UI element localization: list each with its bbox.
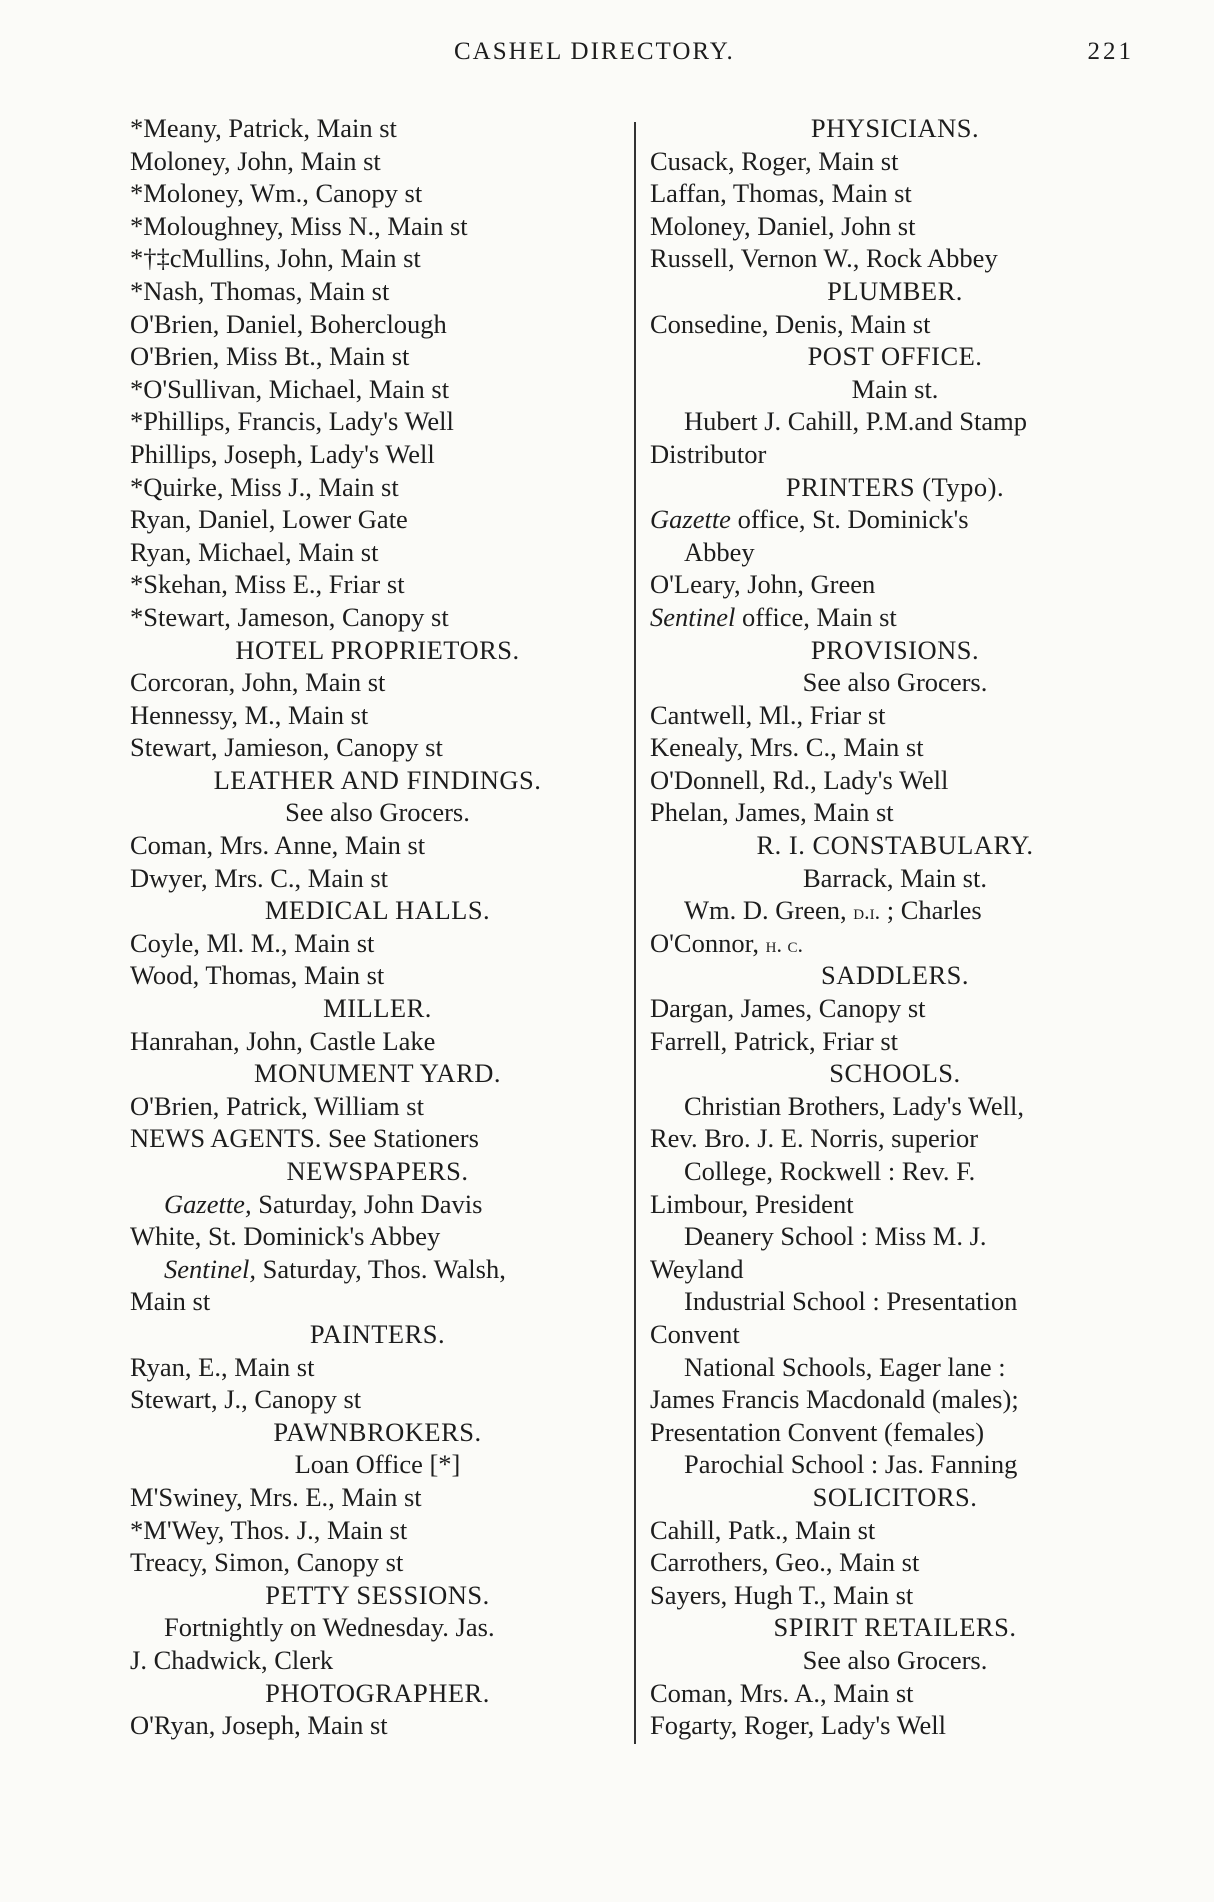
- section-note: Barrack, Main st.: [803, 862, 987, 893]
- directory-entry: Cantwell, Ml., Friar st: [650, 699, 886, 730]
- directory-entry: O'Brien, Miss Bt., Main st: [130, 341, 410, 372]
- directory-entry: Treacy, Simon, Canopy st: [130, 1547, 404, 1578]
- section-heading: PHOTOGRAPHER.: [265, 1677, 490, 1708]
- directory-entry: Russell, Vernon W., Rock Abbey: [650, 243, 998, 274]
- directory-entry: Abbey: [684, 536, 755, 567]
- directory-entry: *Quirke, Miss J., Main st: [130, 471, 399, 502]
- directory-entry: Moloney, John, Main st: [130, 145, 381, 176]
- section-heading: PLUMBER.: [827, 275, 963, 306]
- directory-entry: *O'Sullivan, Michael, Main st: [130, 373, 450, 404]
- directory-entry: *Stewart, Jameson, Canopy st: [130, 601, 449, 632]
- section-heading: SOLICITORS.: [812, 1481, 978, 1512]
- section-note: Loan Office [*]: [294, 1449, 461, 1480]
- entry-text: O'Connor,: [650, 927, 766, 958]
- directory-entry: College, Rockwell : Rev. F.: [684, 1156, 976, 1186]
- section-heading: POST OFFICE.: [807, 341, 983, 372]
- directory-entry: Ryan, Daniel, Lower Gate: [130, 504, 408, 535]
- left-column: [130, 112, 625, 1742]
- directory-entry: Presentation Convent (females): [650, 1416, 985, 1447]
- directory-entry: O'Brien, Patrick, William st: [130, 1090, 424, 1121]
- directory-entry: Wood, Thomas, Main st: [130, 960, 385, 991]
- directory-entry: White, St. Dominick's Abbey: [130, 1221, 441, 1252]
- directory-entry: *Phillips, Francis, Lady's Well: [130, 406, 454, 437]
- page-header: [0, 38, 1134, 78]
- directory-entry: Distributor: [650, 438, 767, 469]
- directory-entry: Phelan, James, Main st: [650, 797, 894, 828]
- publication-name: Gazette,: [164, 1188, 252, 1219]
- directory-entry: Moloney, Daniel, John st: [650, 210, 916, 241]
- directory-entry: [130, 1253, 625, 1286]
- entry-text: Saturday, John Davis: [251, 1188, 483, 1219]
- section-heading: MILLER.: [323, 993, 432, 1024]
- directory-entry: Deanery School : Miss M. J.: [684, 1221, 987, 1252]
- rank-abbrev: h. c.: [765, 931, 803, 957]
- directory-entry: Ryan, E., Main st: [130, 1351, 315, 1382]
- directory-entry: Hubert J. Cahill, P.M.and Stamp: [684, 406, 1028, 437]
- directory-entry: Phillips, Joseph, Lady's Well: [130, 438, 435, 469]
- directory-entry: James Francis Macdonald (males);: [650, 1384, 1019, 1415]
- directory-entry: Farrell, Patrick, Friar st: [650, 1025, 899, 1056]
- rank-abbrev: d.i.: [853, 899, 881, 925]
- directory-entry: Laffan, Thomas, Main st: [650, 178, 912, 209]
- directory-entry: *Nash, Thomas, Main st: [130, 275, 390, 306]
- directory-entry: *Meany, Patrick, Main st: [130, 113, 397, 143]
- directory-entry: Carrothers, Geo., Main st: [650, 1547, 920, 1578]
- entry-text: ; Charles: [880, 895, 982, 926]
- directory-entry: Coyle, Ml. M., Main st: [130, 927, 375, 958]
- directory-entry: Kenealy, Mrs. C., Main st: [650, 732, 924, 763]
- directory-entry: O'Donnell, Rd., Lady's Well: [650, 764, 949, 795]
- directory-entry: [130, 1188, 625, 1221]
- directory-entry: Fortnightly on Wednesday. Jas.: [164, 1612, 495, 1643]
- directory-entry: [650, 503, 1140, 536]
- directory-entry: Coman, Mrs. A., Main st: [650, 1677, 914, 1708]
- directory-entry: Rev. Bro. J. E. Norris, superior: [650, 1123, 979, 1154]
- section-note: See also Grocers.: [802, 667, 988, 698]
- directory-entry: Stewart, Jamieson, Canopy st: [130, 732, 443, 763]
- directory-entry: *Skehan, Miss E., Friar st: [130, 569, 405, 600]
- section-heading: SADDLERS.: [820, 960, 970, 991]
- entry-text: Wm. D. Green,: [684, 895, 854, 926]
- section-heading: NEWSPAPERS.: [286, 1156, 469, 1186]
- directory-entry: Sayers, Hugh T., Main st: [650, 1579, 914, 1610]
- directory-entry: Cusack, Roger, Main st: [650, 145, 899, 176]
- directory-entry: NEWS AGENTS. See Stationers: [130, 1123, 479, 1154]
- page-title: CASHEL DIRECTORY.: [454, 38, 735, 65]
- directory-entry: Corcoran, John, Main st: [130, 667, 386, 698]
- section-heading: PROVISIONS.: [810, 634, 980, 665]
- entry-text: Saturday, Thos. Walsh,: [256, 1253, 506, 1284]
- directory-entry: O'Leary, John, Green: [650, 569, 876, 600]
- section-heading: PETTY SESSIONS.: [265, 1579, 490, 1610]
- section-heading: SPIRIT RETAILERS.: [773, 1612, 1017, 1643]
- directory-entry: O'Brien, Daniel, Boherclough: [130, 308, 447, 339]
- directory-entry: *Moloney, Wm., Canopy st: [130, 178, 423, 209]
- right-column: [650, 112, 1140, 1742]
- directory-entry: Fogarty, Roger, Lady's Well: [650, 1710, 946, 1741]
- section-heading: PHYSICIANS.: [810, 113, 980, 143]
- publication-name: Sentinel: [650, 601, 736, 632]
- directory-entry: Cahill, Patk., Main st: [650, 1514, 876, 1545]
- directory-entry: Limbour, President: [650, 1188, 854, 1219]
- directory-entry: M'Swiney, Mrs. E., Main st: [130, 1481, 422, 1512]
- entry-text: office, Main st: [735, 601, 897, 632]
- section-heading: PAINTERS.: [309, 1318, 446, 1349]
- section-heading: HOTEL PROPRIETORS.: [235, 634, 520, 665]
- directory-entry: Convent: [650, 1318, 740, 1349]
- directory-entry: *M'Wey, Thos. J., Main st: [130, 1514, 408, 1545]
- directory-entry: *Moloughney, Miss N., Main st: [130, 210, 468, 241]
- directory-entry: Hennessy, M., Main st: [130, 699, 369, 730]
- directory-entry: Ryan, Michael, Main st: [130, 536, 379, 567]
- section-heading: PAWNBROKERS.: [273, 1416, 482, 1447]
- section-heading: MEDICAL HALLS.: [264, 895, 491, 926]
- directory-entry: Christian Brothers, Lady's Well,: [684, 1090, 1024, 1121]
- directory-entry: [650, 927, 1140, 960]
- section-note: Main st.: [851, 373, 939, 404]
- page-number: 221: [1087, 38, 1134, 65]
- directory-entry: Industrial School : Presentation: [684, 1286, 1018, 1317]
- directory-entry: [650, 601, 1140, 634]
- section-note: See also Grocers.: [285, 797, 470, 828]
- column-divider: [634, 122, 636, 1744]
- directory-entry: National Schools, Eager lane :: [684, 1351, 1006, 1382]
- directory-entry: Weyland: [650, 1253, 744, 1284]
- directory-entry: Consedine, Denis, Main st: [650, 308, 931, 339]
- directory-entry: Stewart, J., Canopy st: [130, 1384, 362, 1415]
- directory-entry: O'Ryan, Joseph, Main st: [130, 1710, 388, 1741]
- section-heading: SCHOOLS.: [829, 1058, 961, 1089]
- section-heading: R. I. CONSTABULARY.: [756, 830, 1034, 861]
- section-heading: PRINTERS (Typo).: [785, 471, 1005, 502]
- directory-entry: Parochial School : Jas. Fanning: [684, 1449, 1018, 1480]
- directory-entry: [650, 894, 1140, 927]
- publication-name: Gazette: [650, 504, 731, 535]
- section-heading: LEATHER AND FINDINGS.: [213, 764, 542, 795]
- directory-entry: Main st: [130, 1286, 211, 1317]
- section-note: See also Grocers.: [802, 1644, 988, 1675]
- directory-entry: Hanrahan, John, Castle Lake: [130, 1025, 436, 1056]
- directory-entry: Coman, Mrs. Anne, Main st: [130, 830, 426, 861]
- entry-text: office, St. Dominick's: [730, 504, 969, 535]
- publication-name: Sentinel,: [164, 1253, 256, 1284]
- directory-entry: Dargan, James, Canopy st: [650, 993, 926, 1024]
- directory-entry: J. Chadwick, Clerk: [130, 1644, 334, 1675]
- section-heading: MONUMENT YARD.: [254, 1058, 501, 1089]
- directory-entry: Dwyer, Mrs. C., Main st: [130, 862, 389, 893]
- directory-entry: *†‡cMullins, John, Main st: [130, 243, 421, 274]
